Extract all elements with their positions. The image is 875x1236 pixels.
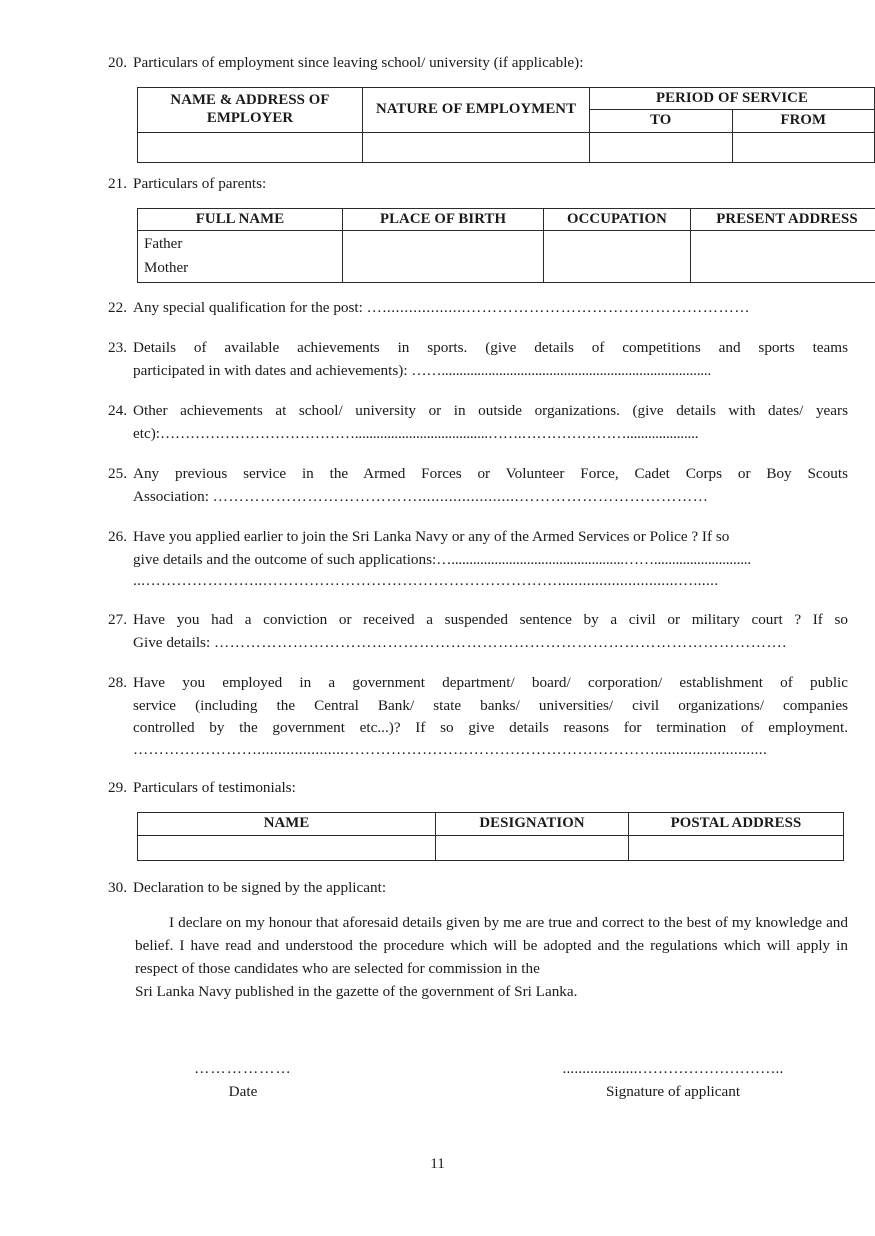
question-25-line-2: Association: [133, 487, 213, 505]
question-27-answer-line[interactable]: ………………………………………………………………………………………………. [213, 633, 787, 651]
question-26-line-2: give details and the outcome of such applications: [133, 550, 437, 568]
table-header-row [138, 87, 875, 110]
date-line[interactable]: ……………… [194, 1061, 292, 1077]
question-29-text: Particulars of testimonials: [133, 779, 296, 797]
question-26-answer-line-2[interactable]: ...…………………..………………………………………………….............................…...... [133, 572, 719, 590]
question-24-line-2: etc): [133, 424, 160, 442]
signature-label: Signature of applicant [605, 1082, 741, 1100]
question-25-line-1: Any previous service in the Armed Forces or Volunteer Force, Cadet Corps or Boy Scouts [133, 465, 848, 483]
header-occupation: OCCUPATION [544, 208, 691, 231]
page-content [108, 52, 858, 1123]
question-23-line-1: Details of available achievements in sports. (give details of competitions and sports teams [133, 339, 848, 357]
table-row [138, 133, 875, 163]
question-23 [108, 337, 848, 382]
label-mother: Mother [144, 259, 189, 276]
question-26 [108, 526, 848, 591]
question-24-number: 24. [108, 402, 127, 420]
question-29 [108, 777, 848, 800]
question-29-number: 29. [108, 779, 127, 797]
question-21-number: 21. [108, 175, 127, 192]
question-20-number: 20. [108, 54, 127, 71]
question-23-answer-line[interactable]: ……........................................................................... [411, 361, 712, 379]
testimonials-table [137, 812, 844, 861]
page-number: 11 [430, 1155, 445, 1172]
table-header-row [138, 812, 844, 835]
declaration-paragraph [135, 911, 848, 1003]
header-place-of-birth: PLACE OF BIRTH [343, 208, 544, 231]
cell-present-address[interactable] [691, 231, 875, 283]
question-28-line-1: Have you employed in a government department/ board/ corporation/ establishment of public [133, 674, 848, 691]
applicant-signature-field [528, 1061, 818, 1100]
header-name-address-of-employer: NAME & ADDRESS OF EMPLOYER [138, 87, 363, 133]
cell-occupation[interactable] [544, 231, 691, 283]
question-30-text: Declaration to be signed by the applicant: [133, 878, 387, 896]
header-present-address: PRESENT ADDRESS [691, 208, 875, 231]
cell-name-address[interactable] [138, 133, 363, 163]
signature-line[interactable]: ...................……………………….. [562, 1061, 784, 1077]
question-23-number: 23. [108, 339, 127, 357]
date-label: Date [228, 1082, 258, 1100]
cell-postal-address[interactable] [629, 835, 844, 860]
question-25-answer-line[interactable]: ………………………………….......................……………………………… [212, 487, 709, 505]
question-28-line-2: service (including the Central Bank/ state banks/ universities/ civil organizations/ companies [133, 696, 848, 714]
cell-name[interactable] [138, 835, 436, 860]
declaration-text: I declare on my honour that aforesaid details given by me are true and correct to the best of my knowledge and belief. I have read and understood the procedure which will be adopted and the regulations which will apply in respect of those candidates who are selected for commission in the [135, 914, 848, 978]
cell-parent-labels [138, 231, 343, 283]
header-nature-of-employment: NATURE OF EMPLOYMENT [363, 87, 590, 133]
question-22 [108, 297, 848, 320]
question-27 [108, 609, 848, 654]
question-21-text: Particulars of parents: [133, 175, 267, 192]
question-21 [108, 173, 848, 196]
employment-table [137, 87, 875, 164]
question-26-number: 26. [108, 528, 127, 546]
question-23-line-2: participated in with dates and achievements): [133, 361, 412, 379]
header-period-from: FROM [732, 110, 875, 133]
header-postal-address: POSTAL ADDRESS [629, 812, 844, 835]
question-28 [108, 672, 848, 759]
header-period-to: TO [590, 110, 733, 133]
question-26-line-1: Have you applied earlier to join the Sri Lanka Navy or any of the Armed Services or Police ? If so [133, 528, 730, 546]
question-24 [108, 400, 848, 445]
question-28-number: 28. [108, 674, 127, 691]
question-25-number: 25. [108, 465, 127, 483]
question-27-line-2: Give details: [133, 633, 214, 651]
cell-from[interactable] [732, 133, 875, 163]
question-20-text: Particulars of employment since leaving school/ university (if applicable): [133, 54, 584, 71]
header-name: NAME [138, 812, 436, 835]
question-22-number: 22. [108, 298, 127, 316]
table-row [138, 835, 844, 860]
question-22-answer-line[interactable]: …...................……………………………………………… [366, 298, 751, 316]
table-header-row [138, 208, 875, 231]
parents-table [137, 208, 875, 283]
question-27-line-1: Have you had a conviction or received a suspended sentence by a civil or military court ? If so [133, 611, 848, 628]
question-24-line-1: Other achievements at school/ university or in outside organizations. (give details with dates/ years [133, 402, 848, 420]
question-28-line-3: controlled by the government etc...)? If so give details reasons for termination of employment. [133, 719, 848, 736]
question-25 [108, 463, 848, 508]
header-full-name: FULL NAME [138, 208, 343, 231]
question-30-number: 30. [108, 878, 127, 896]
label-father: Father [144, 236, 183, 253]
table-row [138, 231, 875, 283]
declaration-last-line: Sri Lanka Navy published in the gazette of the government of Sri Lanka. [135, 983, 578, 1001]
header-period-of-service: PERIOD OF SERVICE [590, 87, 875, 110]
cell-nature[interactable] [363, 133, 590, 163]
cell-to[interactable] [590, 133, 733, 163]
header-designation: DESIGNATION [436, 812, 629, 835]
cell-designation[interactable] [436, 835, 629, 860]
signature-block [108, 1061, 848, 1123]
question-27-number: 27. [108, 611, 127, 628]
question-20 [108, 52, 848, 75]
question-22-text: Any special qualification for the post: [133, 298, 367, 316]
question-26-answer-line-1[interactable]: …................................................……........................... [436, 550, 751, 568]
cell-place-of-birth[interactable] [343, 231, 544, 283]
question-28-answer-line[interactable]: …………………….....................……………………………………………………........................... [133, 740, 768, 758]
question-24-answer-line[interactable]: ………………………………….....................................…….………………….................... [159, 424, 699, 442]
question-30 [108, 877, 848, 900]
date-field [138, 1061, 348, 1100]
